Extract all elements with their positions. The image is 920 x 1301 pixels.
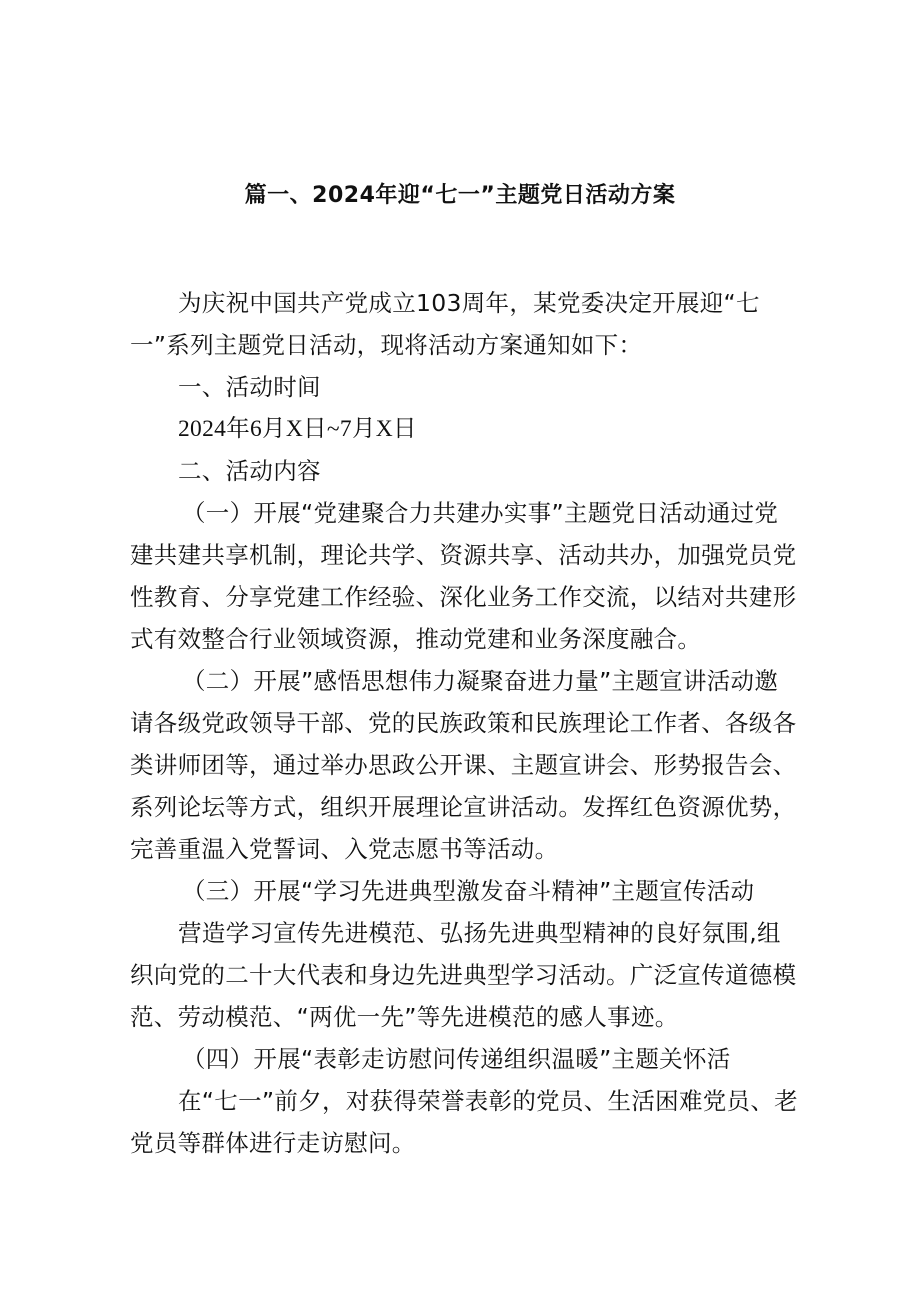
content-item-3-body: 营造学习宣传先进模范、弘扬先进典型精神的良好氛围,组织向党的二十大代表和身边先进典型学习活动。广泛宣传道德模范、劳动模范、“两优一先”等先进模范的感人事迹。 (130, 919, 797, 1031)
document-title: 篇一、2024年迎“七一”主题党日活动方案 (244, 183, 676, 208)
content-item-1: （一）开展“党建聚合力共建办实事”主题党日活动通过党建共建共享机制，理论共学、资源共享、活动共办，加强党员党性教育、分享党建工作经验、深化业务工作交流，以结对共建形式有效整合行业领域资源，推动党建和业务深度融合。 (130, 499, 797, 653)
intro-paragraph: 为庆祝中国共产党成立103周年，某党委决定开展迎“七一”系列主题党日活动，现将活动方案通知如下： (130, 289, 760, 359)
section-heading-content: 二、活动内容 (178, 457, 321, 485)
content-item-4-body: 在“七一”前夕，对获得荣誉表彰的党员、生活困难党员、老党员等群体进行走访慰问。 (130, 1087, 798, 1157)
content-item-3-heading: （三）开展“学习先进典型激发奋斗精神”主题宣传活动 (182, 877, 755, 905)
activity-dates: 2024年6月X日~7月X日 (178, 416, 417, 442)
section-heading-time: 一、活动时间 (178, 373, 321, 401)
document-body (130, 282, 800, 1164)
content-item-4-heading: （四）开展“表彰走访慰问传递组织温暖”主题关怀活 (182, 1045, 731, 1073)
content-item-2: （二）开展”感悟思想伟力凝聚奋进力量”主题宣讲活动邀请各级党政领导干部、党的民族政策和民族理论工作者、各级各类讲师团等，通过举办思政公开课、主题宣讲会、形势报告会、系列论坛等方式，组织开展理论宣讲活动。发挥红色资源优势，完善重温入党誓词、入党志愿书等活动。 (130, 667, 797, 863)
